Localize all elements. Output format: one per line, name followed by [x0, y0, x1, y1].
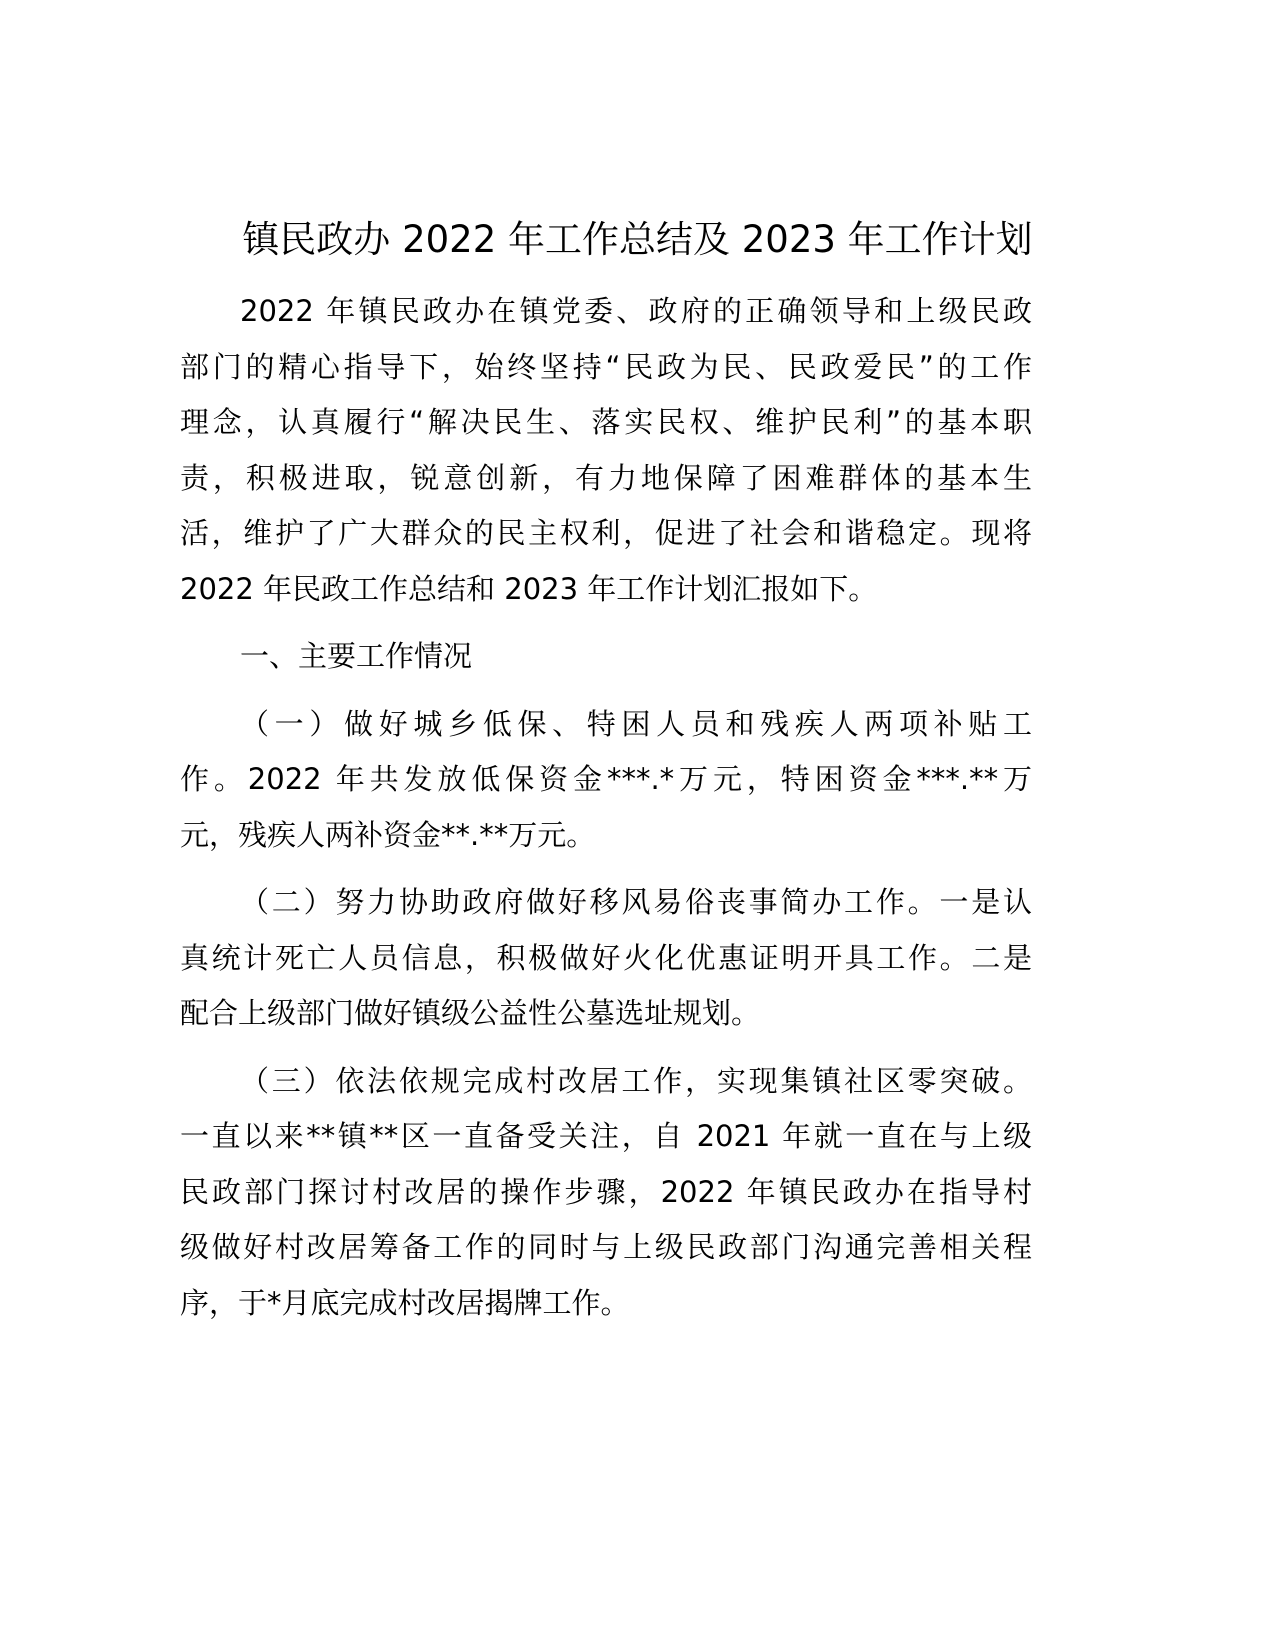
text-line: （二）努力协助政府做好移风易俗丧事简办工作。一是认 [240, 885, 1032, 919]
text-line: 部门的精心指导下，始终坚持“民政为民、民政爱民”的工作 [180, 349, 1032, 384]
text-line: 责，积极进取，锐意创新，有力地保障了困难群体的基本生 [180, 460, 1032, 495]
text-line: 2022 年民政工作总结和 2023 年工作计划汇报如下。 [180, 571, 878, 606]
text-line: （三）依法依规完成村改居工作，实现集镇社区零突破。 [240, 1063, 1032, 1098]
document-body [180, 284, 1032, 1343]
paragraph [180, 875, 1032, 1042]
text-line: 真统计死亡人员信息，积极做好火化优惠证明开具工作。二是 [180, 940, 1032, 975]
text-line: 元，残疾人两补资金**.**万元。 [180, 817, 596, 852]
text-line: 序，于*月底完成村改居揭牌工作。 [180, 1285, 630, 1320]
paragraph [180, 1054, 1032, 1332]
paragraph [180, 697, 1032, 864]
text-line: （一）做好城乡低保、特困人员和残疾人两项补贴工 [240, 706, 1032, 741]
text-line: 一、主要工作情况 [240, 639, 473, 673]
text-line: 作。2022 年共发放低保资金***.*万元，特困资金***.**万 [180, 762, 1032, 796]
paragraph [180, 629, 1032, 685]
paragraph [180, 284, 1032, 617]
text-line: 配合上级部门做好镇级公益性公墓选址规划。 [180, 996, 761, 1030]
text-line: 级做好村改居筹备工作的同时与上级民政部门沟通完善相关程 [180, 1230, 1032, 1264]
text-line: 2022 年镇民政办在镇党委、政府的正确领导和上级民政 [240, 294, 1032, 328]
text-line: 活，维护了广大群众的民主权利，促进了社会和谐稳定。现将 [180, 516, 1032, 550]
text-line: 理念，认真履行“解决民生、落实民权、维护民利”的基本职 [180, 405, 1032, 439]
text-line: 民政部门探讨村改居的操作步骤，2022 年镇民政办在指导村 [180, 1174, 1032, 1209]
document-title: 镇民政办 2022 年工作总结及 2023 年工作计划 [242, 218, 1033, 261]
text-line: 一直以来**镇**区一直备受关注，自 2021 年就一直在与上级 [180, 1119, 1032, 1153]
